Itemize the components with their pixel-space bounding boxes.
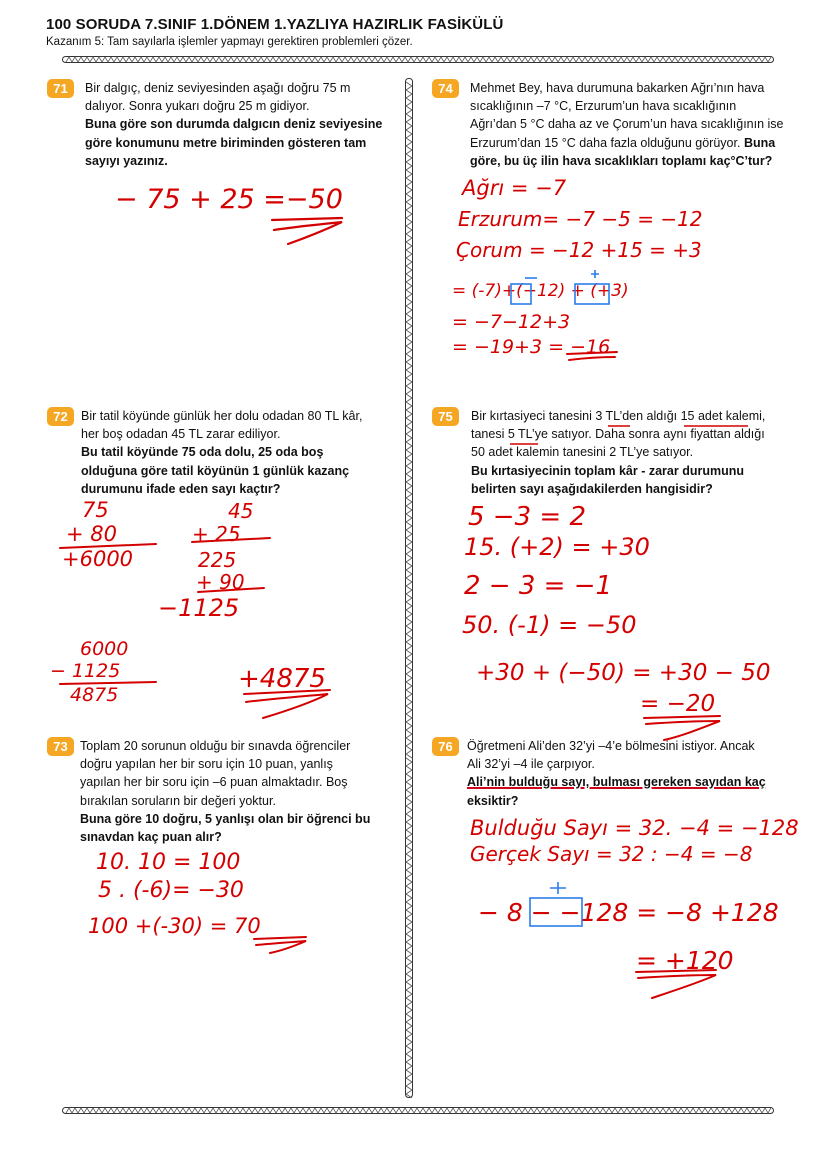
handwritten-work: − 8 − −128 = −8 +128 [478, 898, 779, 927]
question-74 [470, 79, 820, 170]
page-subtitle: Kazanım 5: Tam sayılarla işlemler yapmayı gerektiren problemleri çözer. [46, 36, 413, 48]
question-prompt-line: eksiktir? [467, 793, 519, 808]
handwritten-work: 5 . (-6)= −30 [98, 878, 244, 903]
question-prompt-line: Bu tatil köyünde 75 oda dolu, 25 oda boş [81, 445, 324, 460]
question-text-line: Bir tatil köyünde günlük her dolu odadan 80 TL kâr, [81, 409, 363, 423]
handwritten-work: −1125 [158, 594, 240, 622]
handwritten-work: 15. (+2) = +30 [464, 533, 650, 561]
question-number-badge-72: 72 [47, 407, 74, 426]
handwritten-work: +30 + (−50) = +30 − 50 [476, 660, 771, 686]
question-prompt-line: Buna göre son durumda dalgıcın deniz seviyesine [85, 117, 383, 132]
question-text-line: dalıyor. Sonra yukarı doğru 25 m gidiyor. [85, 99, 310, 114]
question-71 [85, 79, 405, 170]
handwritten-work: + 80 [66, 522, 117, 546]
question-text-line: her boş odadan 45 TL zarar ediliyor. [81, 427, 281, 442]
handwritten-work: + 90 [196, 570, 245, 594]
handwritten-work: 4875 [70, 684, 119, 706]
bottom-zigzag-divider [62, 1107, 774, 1114]
question-text-line: doğru yapılan her bir soru için 10 puan, yanlış [80, 757, 333, 772]
question-text-line: Toplam 20 sorunun olduğu bir sınavda öğrenciler [80, 739, 351, 753]
handwritten-work: 10. 10 = 100 [96, 850, 241, 875]
page-title: 100 SORUDA 7.SINIF 1.DÖNEM 1.YAZLIYA HAZIRLIK FASİKÜLÜ [46, 16, 504, 33]
handwritten-work: +6000 [62, 547, 134, 571]
question-prompt-line: durumunu ifade eden sayı kaçtır? [81, 481, 281, 496]
question-prompt-line: sınavdan kaç puan alır? [80, 830, 222, 845]
question-prompt-line: göre konumunu metre biriminden gösteren tam [85, 135, 367, 150]
question-number-badge-74: 74 [432, 79, 459, 98]
question-text-line: Erzurum’dan 15 °C daha fazla olduğunu görüyor. [470, 135, 741, 150]
sign-change-boxes-74 [505, 270, 625, 370]
handwritten-answer-71: − 75 + 25 =−50 [115, 184, 343, 215]
question-text-line: tanesi 5 TL’ye satıyor. Daha sonra aynı fiyattan aldığı [471, 427, 765, 442]
question-number-badge-76: 76 [432, 737, 459, 756]
handwritten-work: Gerçek Sayı = 32 : −4 = −8 [470, 842, 753, 866]
handwritten-work: 225 [198, 548, 237, 572]
handwritten-answer-76: = +120 [636, 946, 734, 975]
handwritten-work: Çorum = −12 +15 = +3 [456, 238, 702, 262]
question-prompt-line: olduğuna göre tatil köyünün 1 günlük kazanç [81, 463, 350, 478]
handwritten-work: 2 − 3 = −1 [464, 571, 613, 601]
question-75 [471, 407, 821, 498]
question-76 [467, 737, 821, 810]
handwritten-work: + 25 [192, 522, 241, 546]
question-prompt-line: göre, bu üç ilin hava sıcaklıkları toplamı kaç°C’tur? [470, 153, 773, 168]
handwritten-answer-74: = −19+3 = −16 [452, 336, 611, 358]
question-text-line: Ali 32’yi –4 ile çarpıyor. [467, 757, 595, 772]
handwritten-work: 5 −3 = 2 [468, 502, 586, 532]
question-prompt-line: Bu kırtasiyecinin toplam kâr - zarar durumunu [471, 463, 744, 478]
handwritten-work: Bulduğu Sayı = 32. −4 = −128 [470, 816, 799, 840]
handwritten-work: 45 [228, 499, 254, 523]
work-strokes-72 [58, 540, 408, 720]
question-prompt-line: belirten sayı aşağıdakilerden hangisidir? [471, 481, 713, 496]
handwritten-answer-73: 100 +(-30) = 70 [88, 914, 261, 938]
top-zigzag-divider [62, 56, 774, 63]
question-number-badge-73: 73 [47, 737, 74, 756]
question-prompt-inline: Buna [743, 135, 776, 150]
handwritten-answer-75: = −20 [640, 691, 716, 717]
question-number-badge-71: 71 [47, 79, 74, 98]
question-text-line: Öğretmeni Ali’den 32’yi –4’e bölmesini istiyor. Ancak [467, 739, 755, 753]
answer-underline-stroke [252, 935, 312, 953]
handwritten-work: 50. (-1) = −50 [462, 611, 637, 639]
underline-marks-75 [600, 422, 760, 450]
question-text-line: Ağrı’dan 5 °C daha az ve Çorum’un hava sıcaklığının ise [470, 117, 784, 132]
question-text-line: 50 adet kalemin tanesini 2 TL’ye satıyor. [471, 445, 694, 460]
question-text-line: Mehmet Bey, hava durumuna bakarken Ağrı’nın hava [470, 81, 765, 95]
question-prompt-line: Ali’nin bulduğu sayı, bulması gereken sayıdan kaç [467, 775, 766, 790]
handwritten-work: Erzurum= −7 −5 = −12 [458, 207, 703, 231]
sign-change-marks-76 [520, 880, 740, 1000]
question-prompt-line: Buna göre 10 doğru, 5 yanlışı olan bir öğrenci bu [80, 811, 371, 826]
answer-underline-stroke [270, 216, 350, 246]
question-text-line: yapılan her bir soru için –6 puan almaktadır. Boş [80, 775, 348, 790]
handwritten-work: = −7−12+3 [452, 311, 571, 333]
question-text-line: sıcaklığının –7 °C, Erzurum’un hava sıcaklığının [470, 99, 737, 114]
handwritten-work: = (-7)+(−12) + (+3) [452, 281, 629, 301]
question-73 [80, 737, 404, 846]
handwritten-work: 6000 [80, 638, 129, 660]
handwritten-work: − 1125 [50, 660, 121, 682]
question-text-line: Bir dalgıç, deniz seviyesinden aşağı doğru 75 m [85, 81, 351, 95]
handwritten-answer-72: +4875 [238, 664, 326, 694]
question-text-line: bırakılan soruların bir değeri yoktur. [80, 793, 276, 808]
handwritten-work: 75 [82, 498, 109, 522]
question-text-line: Bir kırtasiyeci tanesini 3 TL’den aldığı 15 adet kalemi, [471, 409, 766, 423]
question-72 [81, 407, 403, 498]
question-prompt-line: sayıyı yazınız. [85, 153, 168, 168]
handwritten-work: Ağrı = −7 [462, 176, 567, 200]
question-number-badge-75: 75 [432, 407, 459, 426]
